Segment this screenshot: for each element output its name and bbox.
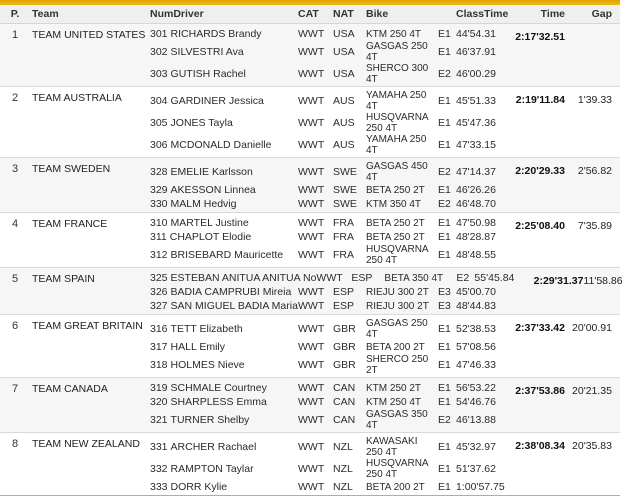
rider-bike: GASGAS 450 4T: [366, 161, 428, 183]
rider-nationality: AUS: [333, 94, 355, 107]
rider-number: 328: [150, 165, 168, 178]
rider-category: WWT: [298, 480, 325, 493]
rider-category: WWT: [298, 165, 325, 178]
team-total-time: 2:37'33.42: [515, 322, 565, 334]
rider-category: WWT: [298, 285, 325, 298]
rider-nationality: USA: [333, 67, 355, 80]
rider-number: 327: [150, 299, 168, 312]
rider-name: SILVESTRI Ava: [170, 45, 244, 58]
rider-bike: BETA 200 2T: [366, 481, 425, 493]
rider-name: TURNER Shelby: [170, 413, 250, 426]
rider-class: E1: [438, 480, 451, 493]
rider-category: WWT: [298, 413, 325, 426]
rider-class: E1: [438, 216, 451, 229]
team-riders: [150, 90, 513, 156]
team-position: 1: [11, 29, 19, 41]
rider-class: E1: [438, 183, 451, 196]
rider-numdriver: [150, 397, 298, 408]
team-name: TEAM UNITED STATES: [32, 29, 146, 41]
rider-class: E3: [438, 285, 451, 298]
rider-nationality: AUS: [333, 138, 355, 151]
rider-time: 46'26.26: [456, 183, 496, 196]
rider-class: E1: [438, 138, 451, 151]
header-bike: Bike: [366, 7, 389, 20]
rider-time: 56'53.22: [456, 381, 496, 394]
rider-nationality: FRA: [333, 230, 354, 243]
rider-time: 46'48.70: [456, 197, 496, 210]
rider-time: 44'54.31: [456, 27, 496, 40]
rider-name: MCDONALD Danielle: [170, 138, 272, 151]
rider-bike: SHERCO 250 2T: [366, 354, 429, 376]
rider-class: E1: [438, 230, 451, 243]
rider-numdriver: [150, 482, 298, 493]
rider-time: 51'37.62: [456, 462, 496, 475]
rider-number: 325: [150, 271, 168, 284]
rider-time: 47'14.37: [456, 165, 496, 178]
rider-class: E1: [438, 27, 451, 40]
team-row: [0, 213, 620, 268]
rider-row: [150, 285, 531, 299]
rider-category: WWT: [298, 67, 325, 80]
rider-time: 47'50.98: [456, 216, 496, 229]
rider-row: [150, 340, 513, 354]
rider-name: MARTEL Justine: [170, 216, 249, 229]
team-name: TEAM FRANCE: [32, 218, 108, 230]
rider-numdriver: [150, 167, 298, 178]
header-team-time: Time: [540, 8, 565, 20]
team-total-time: 2:25'08.40: [515, 220, 565, 232]
rider-class: E1: [438, 116, 451, 129]
rider-bike: HUSQVARNA 250 4T: [366, 112, 429, 134]
team-gap: 2'56.82: [577, 165, 612, 177]
rider-row: [150, 90, 513, 112]
rider-bike: YAMAHA 250 4T: [366, 90, 427, 112]
rider-row: [150, 458, 513, 480]
team-riders: [150, 381, 513, 431]
rider-row: [150, 161, 513, 183]
rider-row: [150, 230, 513, 244]
rider-time: 1:00'57.75: [456, 480, 505, 493]
team-riders: [150, 27, 513, 85]
team-total-time: 2:37'53.86: [515, 385, 565, 397]
rider-class: E2: [456, 271, 470, 284]
rider-name: SCHMALE Courtney: [170, 381, 267, 394]
rider-category: WWT: [298, 116, 325, 129]
rider-number: 306: [150, 138, 168, 151]
rider-number: 305: [150, 116, 168, 129]
rider-row: [150, 41, 513, 63]
rider-numdriver: [150, 415, 298, 426]
rider-numdriver: [150, 29, 298, 40]
team-gap: 7'35.89: [577, 220, 612, 232]
rider-nationality: USA: [333, 27, 355, 40]
team-row: [0, 24, 620, 87]
rider-category: WWT: [298, 216, 325, 229]
team-total-time: 2:19'11.84: [515, 94, 565, 106]
rider-class: E1: [438, 395, 451, 408]
rider-bike: HUSQVARNA 250 4T: [366, 244, 429, 266]
rider-row: [150, 183, 513, 197]
rider-class: E1: [438, 45, 451, 58]
rider-name: MALM Hedvig: [170, 197, 237, 210]
rider-category: WWT: [298, 381, 325, 394]
team-total-time: 2:29'31.37: [533, 275, 584, 287]
header-numdriver: NumDriver: [150, 8, 204, 20]
rider-number: 330: [150, 197, 168, 210]
rider-category: WWT: [316, 271, 343, 284]
rider-nationality: NZL: [333, 462, 353, 475]
rider-number: 302: [150, 45, 168, 58]
team-position: 6: [11, 320, 19, 332]
rider-class: E1: [438, 248, 451, 261]
rider-category: WWT: [298, 322, 325, 335]
rider-nationality: CAN: [333, 413, 356, 426]
team-gap: 20'35.83: [572, 440, 612, 452]
rider-number: 317: [150, 340, 168, 353]
rider-category: WWT: [298, 358, 325, 371]
rider-name: JONES Tayla: [170, 116, 233, 129]
rider-time: 54'46.76: [456, 395, 496, 408]
rider-number: 331: [150, 440, 168, 453]
team-name: TEAM NEW ZEALAND: [32, 438, 140, 450]
rider-numdriver: [150, 140, 298, 151]
rider-row: [150, 436, 513, 458]
rider-nationality: NZL: [333, 480, 353, 493]
rider-row: [150, 216, 513, 230]
team-row: [0, 315, 620, 378]
table-header-row: [0, 5, 620, 24]
rider-name: ESTEBAN ANITUA ANITUA No: [170, 271, 317, 284]
rider-time: 47'46.33: [456, 358, 496, 371]
rider-class: E1: [438, 322, 451, 335]
rider-bike: YAMAHA 250 4T: [366, 134, 427, 156]
rider-class: E3: [438, 299, 451, 312]
header-team: Team: [32, 8, 59, 20]
rider-time: 52'38.53: [456, 322, 496, 335]
rider-numdriver: [150, 96, 298, 107]
team-riders: [150, 318, 513, 376]
rider-category: WWT: [298, 197, 325, 210]
team-position: 7: [11, 383, 19, 395]
team-position: 5: [11, 273, 19, 285]
rider-name: CHAPLOT Elodie: [169, 230, 252, 243]
header-rider-time-label: Time: [484, 8, 509, 20]
rider-name: EMELIE Karlsson: [170, 165, 253, 178]
rider-numdriver: [150, 324, 298, 335]
rider-number: 320: [150, 395, 168, 408]
team-name: TEAM AUSTRALIA: [32, 92, 122, 104]
rider-nationality: CAN: [333, 395, 356, 408]
rider-number: 312: [150, 248, 168, 261]
rider-time: 48'44.83: [456, 299, 496, 312]
rider-row: [150, 395, 513, 409]
header-class-label: Class: [456, 8, 485, 20]
rider-category: WWT: [298, 45, 325, 58]
rider-bike: KAWASAKI 250 4T: [366, 436, 418, 458]
team-total-time: 2:38'08.34: [515, 440, 565, 452]
rider-row: [150, 112, 513, 134]
rider-row: [150, 27, 513, 41]
rider-bike: GASGAS 350 4T: [366, 409, 428, 431]
rider-numdriver: [150, 464, 298, 475]
rider-bike: RIEJU 300 2T: [366, 286, 429, 298]
rider-bike: GASGAS 250 4T: [366, 41, 428, 63]
rider-row: [150, 197, 513, 211]
rider-bike: KTM 250 4T: [366, 28, 422, 40]
rider-category: WWT: [298, 440, 325, 453]
header-gap: Gap: [591, 8, 612, 20]
rider-number: 333: [150, 480, 168, 493]
team-name: TEAM SPAIN: [32, 273, 95, 285]
rider-class: E1: [438, 358, 451, 371]
team-name: TEAM SWEDEN: [32, 163, 111, 175]
team-name: TEAM GREAT BRITAIN: [32, 320, 143, 332]
header-nationality: NAT: [333, 8, 354, 20]
rider-class: E2: [438, 413, 451, 426]
rider-time: 55'45.84: [474, 271, 515, 284]
rider-name: HOLMES Nieve: [170, 358, 245, 371]
rider-class: E2: [438, 165, 451, 178]
rider-numdriver: [150, 47, 298, 58]
rider-time: 45'00.70: [456, 285, 496, 298]
team-row: [0, 87, 620, 158]
rider-row: [150, 409, 513, 431]
team-position: 3: [11, 163, 19, 175]
rider-bike: KTM 250 4T: [366, 396, 422, 408]
rider-nationality: CAN: [333, 381, 356, 394]
rider-row: [150, 318, 513, 340]
rider-class: E2: [438, 197, 451, 210]
rider-category: WWT: [298, 230, 325, 243]
rider-bike: BETA 250 2T: [366, 184, 425, 196]
rider-name: GARDINER Jessica: [170, 94, 264, 107]
rider-nationality: ESP: [333, 285, 355, 298]
team-row: [0, 378, 620, 433]
rider-bike: KTM 350 4T: [366, 198, 422, 210]
rider-name: HALL Emily: [170, 340, 225, 353]
header-category: CAT: [298, 8, 319, 20]
rider-bike: KTM 250 2T: [366, 382, 422, 394]
rider-nationality: SWE: [333, 183, 357, 196]
rider-bike: SHERCO 300 4T: [366, 63, 429, 85]
team-gap: 20'00.91: [572, 322, 612, 334]
rider-number: 303: [150, 67, 168, 80]
rider-nationality: GBR: [333, 322, 356, 335]
rider-class: E2: [438, 67, 451, 80]
team-position: 2: [11, 92, 19, 104]
rider-nationality: ESP: [351, 271, 373, 284]
teams-list: [0, 24, 623, 496]
rider-class: E1: [438, 440, 451, 453]
rider-name: RICHARDS Brandy: [170, 27, 262, 40]
rider-category: WWT: [298, 462, 325, 475]
rider-category: WWT: [298, 138, 325, 151]
rider-name: AKESSON Linnea: [170, 183, 256, 196]
rider-row: [150, 244, 513, 266]
rider-name: SHARPLESS Emma: [170, 395, 267, 408]
rider-nationality: AUS: [333, 116, 355, 129]
rider-number: 310: [150, 216, 168, 229]
rider-numdriver: [150, 199, 298, 210]
rider-category: WWT: [298, 299, 325, 312]
team-name: TEAM CANADA: [32, 383, 108, 395]
team-row: [0, 158, 620, 213]
rider-time: 48'28.87: [456, 230, 496, 243]
rider-bike: HUSQVARNA 250 4T: [366, 458, 429, 480]
rider-row: [150, 63, 513, 85]
team-position: 4: [11, 218, 19, 230]
rider-category: WWT: [298, 395, 325, 408]
team-total-time: 2:17'32.51: [515, 31, 565, 43]
rider-row: [150, 480, 513, 494]
rider-numdriver: [150, 383, 298, 394]
rider-nationality: GBR: [333, 358, 356, 371]
rider-numdriver: [150, 273, 316, 284]
team-riders: [150, 271, 531, 313]
rider-number: 332: [150, 462, 168, 475]
header-position: P.: [10, 8, 20, 20]
rider-numdriver: [150, 185, 298, 196]
rider-row: [150, 134, 513, 156]
header-class-time: [456, 8, 513, 20]
rider-time: 45'32.97: [456, 440, 496, 453]
rider-numdriver: [150, 342, 298, 353]
team-position: 8: [11, 438, 19, 450]
team-row: [0, 433, 620, 496]
rider-number: 311: [150, 230, 167, 243]
team-riders: [150, 436, 513, 494]
rider-time: 45'51.33: [456, 94, 496, 107]
rider-numdriver: [150, 250, 298, 261]
rider-number: 318: [150, 358, 168, 371]
rider-nationality: FRA: [333, 248, 354, 261]
team-gap: 20'21.35: [572, 385, 612, 397]
rider-time: 57'08.56: [456, 340, 496, 353]
rider-bike: BETA 200 2T: [366, 341, 425, 353]
team-gap: 11'58.86: [583, 275, 623, 287]
rider-numdriver: [150, 69, 298, 80]
rider-time: 46'13.88: [456, 413, 496, 426]
team-riders: [150, 216, 513, 266]
rider-row: [150, 381, 513, 395]
rider-number: 301: [150, 27, 168, 40]
rider-nationality: NZL: [333, 440, 353, 453]
team-riders: [150, 161, 513, 211]
rider-number: 319: [150, 381, 168, 394]
rider-time: 45'47.36: [456, 116, 496, 129]
rider-name: BRISEBARD Mauricette: [170, 248, 284, 261]
rider-bike: BETA 250 2T: [366, 231, 425, 243]
rider-nationality: USA: [333, 45, 355, 58]
rider-number: 321: [150, 413, 168, 426]
rider-bike: BETA 350 4T: [384, 272, 444, 284]
rider-class: E1: [438, 340, 451, 353]
rider-category: WWT: [298, 248, 325, 261]
rider-time: 46'37.91: [456, 45, 496, 58]
rider-time: 47'33.15: [456, 138, 496, 151]
rider-row: [150, 271, 531, 285]
rider-nationality: FRA: [333, 216, 354, 229]
rider-category: WWT: [298, 340, 325, 353]
rider-name: DORR Kylie: [170, 480, 228, 493]
rider-row: [150, 299, 531, 313]
team-gap: [565, 27, 620, 31]
rider-numdriver: [150, 287, 298, 298]
rider-category: WWT: [298, 94, 325, 107]
rider-name: TETT Elizabeth: [170, 322, 243, 335]
rider-nationality: ESP: [333, 299, 355, 312]
rider-name: ARCHER Rachael: [170, 440, 257, 453]
rider-nationality: GBR: [333, 340, 356, 353]
rider-row: [150, 354, 513, 376]
rider-category: WWT: [298, 183, 325, 196]
rider-bike: RIEJU 300 2T: [366, 300, 429, 312]
rider-class: E1: [438, 381, 451, 394]
rider-class: E1: [438, 94, 451, 107]
rider-bike: GASGAS 250 4T: [366, 318, 428, 340]
rider-time: 46'00.29: [456, 67, 496, 80]
rider-number: 326: [150, 285, 168, 298]
rider-numdriver: [150, 118, 298, 129]
rider-category: WWT: [298, 27, 325, 40]
rider-nationality: SWE: [333, 165, 357, 178]
rider-bike: BETA 250 2T: [366, 217, 425, 229]
rider-number: 329: [150, 183, 168, 196]
rider-numdriver: [150, 442, 298, 453]
team-total-time: 2:20'29.33: [515, 165, 565, 177]
rider-number: 316: [150, 322, 168, 335]
rider-name: SAN MIGUEL BADIA Maria: [170, 299, 298, 312]
team-row: [0, 268, 623, 315]
team-gap: 1'39.33: [577, 94, 612, 106]
rider-numdriver: [150, 232, 298, 243]
rider-time: 48'48.55: [456, 248, 496, 261]
rider-numdriver: [150, 218, 298, 229]
rider-name: BADIA CAMPRUBI Mireia: [170, 285, 292, 298]
rider-name: RAMPTON Taylar: [170, 462, 254, 475]
rider-class: E1: [438, 462, 451, 475]
rider-numdriver: [150, 360, 298, 371]
rider-name: GUTISH Rachel: [170, 67, 246, 80]
rider-numdriver: [150, 301, 298, 312]
rider-nationality: SWE: [333, 197, 357, 210]
rider-number: 304: [150, 94, 168, 107]
